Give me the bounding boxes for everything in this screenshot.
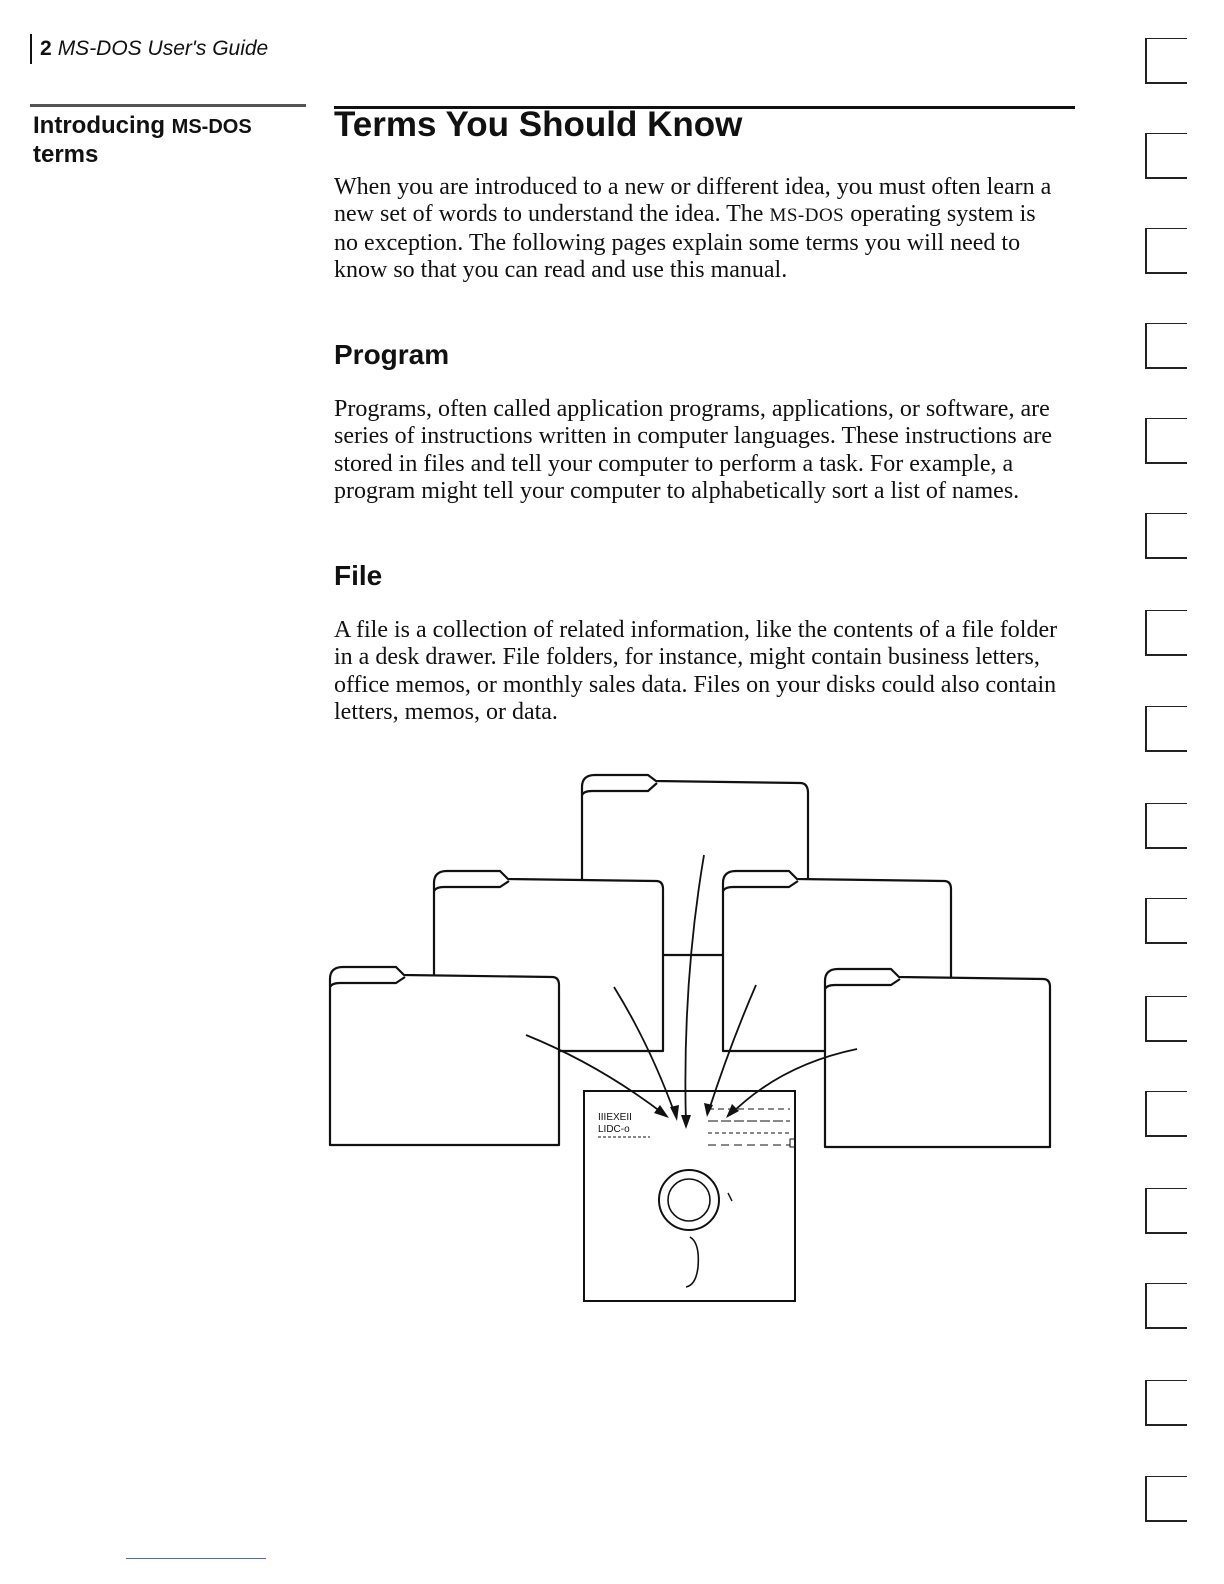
margin-heading-smallcaps: MS-DOS <box>171 116 252 138</box>
intro-paragraph <box>334 174 1064 285</box>
floppy-disk-icon <box>584 1091 795 1301</box>
disk-label-line2: LIDC-o <box>598 1124 630 1135</box>
index-tab <box>1145 133 1187 179</box>
margin-heading-line2: terms <box>33 141 99 168</box>
intro-smallcaps: MS-DOS <box>769 205 845 227</box>
book-title: MS-DOS User's Guide <box>57 37 269 60</box>
program-heading: Program <box>334 339 450 370</box>
index-tab <box>1145 996 1187 1042</box>
margin-heading-word: Introducing <box>33 112 165 139</box>
file-heading: File <box>334 560 383 591</box>
margin-rule <box>30 104 306 107</box>
index-tab <box>1145 1091 1187 1137</box>
files-to-disk-illustration <box>320 765 1060 1310</box>
index-tab <box>1145 1188 1187 1234</box>
index-tab <box>1145 513 1187 559</box>
index-tab <box>1145 898 1187 944</box>
index-tab <box>1145 418 1187 464</box>
bottom-underline <box>126 1558 266 1559</box>
index-tab <box>1145 803 1187 849</box>
index-tab <box>1145 1476 1187 1522</box>
running-header <box>30 34 268 64</box>
index-tab <box>1145 1283 1187 1329</box>
folder-icon <box>330 967 559 1145</box>
index-tab <box>1145 38 1187 84</box>
disk-label-line1: IIIEXEII <box>598 1112 632 1123</box>
intro-text-after: operating system is no exception. The following pages explain some terms you will need to know so that you can read and use this manual. <box>334 201 1036 284</box>
program-paragraph: Programs, often called application programs, applications, or software, are series of instructions written in computer languages. These instructions are stored in files and tell your computer to perform a task. For example, a program might tell your computer to alphabetically sort a list of names. <box>334 396 1053 505</box>
index-tab <box>1145 706 1187 752</box>
index-tab <box>1145 323 1187 369</box>
folder-icon <box>825 969 1050 1147</box>
intro-text-before: When you are introduced to a new or different idea, you must often learn a new set of words to understand the idea. The <box>334 174 1052 228</box>
index-tab <box>1145 610 1187 656</box>
margin-heading <box>33 112 303 169</box>
page-title: Terms You Should Know <box>334 105 743 144</box>
page-number: 2 <box>40 37 52 60</box>
index-tab <box>1145 1380 1187 1426</box>
index-tab <box>1145 228 1187 274</box>
file-paragraph: A file is a collection of related information, like the contents of a file folder in a desk drawer. File folders, for instance, might contain business letters, office memos, or monthly sales data. Files on your disks could also contain letters, memos, or data. <box>334 617 1058 726</box>
